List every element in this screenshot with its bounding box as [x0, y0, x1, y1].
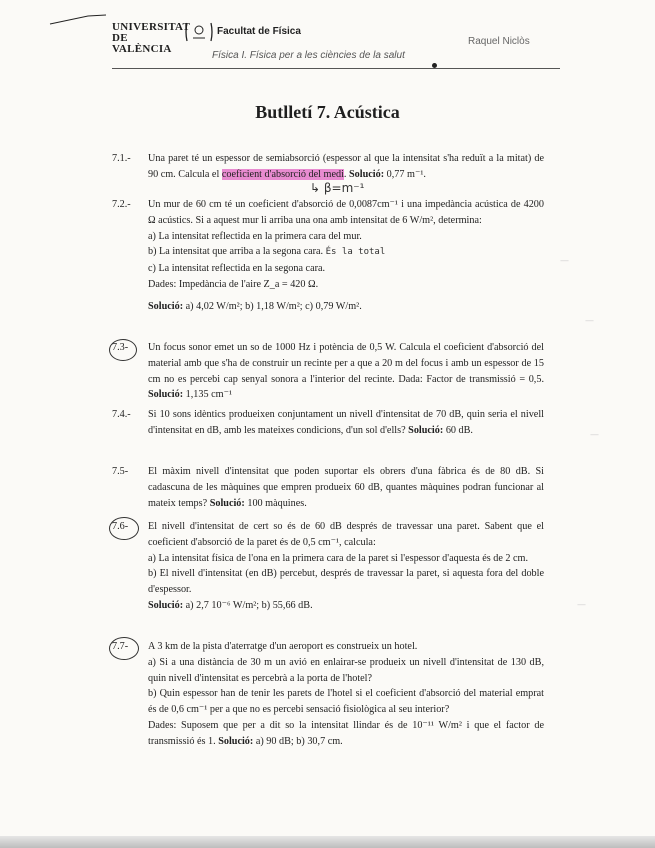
course-subtitle: Física I. Física per a les ciències de la salut [212, 50, 405, 61]
problem-7-3 [112, 340, 544, 403]
solution: Solució: a) 4,02 W/m²; b) 1,18 W/m²; c) 0,79 W/m². [148, 300, 362, 312]
problem-7-6 [112, 519, 544, 614]
problem-7-4 [112, 407, 544, 439]
problem-number: 7.4.- [112, 409, 131, 420]
bleed-through-mark: — [560, 256, 569, 266]
author-name: Raquel Niclòs [468, 36, 530, 47]
problem-number: 7.2.- [112, 199, 131, 210]
item-a: a) La intensitat reflectida en la primera cara del mur. [148, 230, 362, 242]
item-b: b) La intensitat que arriba a la segona cara. És la total [148, 246, 386, 258]
data-line: Dades: Impedància de l'aire Z_a = 420 Ω. [148, 278, 319, 290]
page-title: Butlletí 7. Acústica [255, 102, 400, 122]
problem-number: 7.3- [112, 342, 129, 353]
solution: 100 màquines. [247, 497, 307, 509]
problem-number: 7.1.- [112, 153, 131, 164]
solution: a) 90 dB; b) 30,7 cm. [255, 735, 343, 747]
solution: 1,135 cm⁻¹ [185, 389, 233, 401]
solution: 60 dB. [445, 424, 473, 436]
item-b: b) El nivell d'intensitat (en dB) percebut, després de travessar la paret, si aquesta fora del doble d'espessor. [148, 568, 544, 596]
problem-text: Un focus sonor emet un so de 1000 Hz i potència de 0,5 W. Calcula el coeficient d'absorció del material amb que s'ha de construir un recinte per a que a 20 m del focus i amb un espessor de 15 cm no es percebi cap senyal sonora a l'interior del recinte. Dada: Factor de transmissió = 0,5. Solució: 1,135 cm⁻¹ [148, 342, 544, 401]
item-a: a) La intensitat física de l'ona en la primera cara de la paret si l'espessor d'aquesta és de 2 cm. [148, 552, 529, 564]
item-c: c) La intensitat reflectida en la segona cara. [148, 263, 326, 275]
item-a: a) Si a una distància de 30 m un avió en enlairar-se produeix un nivell d'intensitat de 130 dB, quin nivell d'intensitat es percebrà a la porta de l'hotel? [148, 656, 544, 684]
problem-number: 7.7- [112, 641, 129, 652]
problem-number: 7.5- [112, 466, 129, 477]
solution: Solució: a) 2,7 10⁻⁶ W/m²; b) 55,66 dB. [148, 599, 313, 611]
university-seal-icon [184, 20, 214, 44]
page-header [0, 0, 655, 80]
problem-text: El nivell d'intensitat de cert so és de 60 dB després de travessar una paret. Sabent que el coeficient d'absorció de la paret és de 0,5 cm⁻¹, calcula: [148, 521, 544, 548]
problem-7-7 [112, 639, 544, 750]
bleed-through-mark: — [585, 316, 594, 326]
problem-7-2 [112, 197, 544, 315]
handwritten-note-beta: ↳ β=m⁻¹ [310, 181, 365, 195]
pen-mark [48, 12, 108, 26]
problem-text: Un mur de 60 cm té un coeficient d'absorció de 0,0087cm⁻¹ i una impedància acústica de 4200 Ω acústics. Si a aquest mur li arriba una ona amb intensitat de 6 W/m², determina: [148, 199, 544, 226]
problem-7-1 [112, 151, 544, 183]
handwritten-note: És la total [325, 247, 386, 258]
data-line: Dades: Suposem que per a dit so la intensitat llindar és de 10⁻¹¹ W/m² i que el factor de transmissió és 1. Solució: a) 90 dB; b) 30,7 cm. [148, 719, 544, 747]
problem-text: El màxim nivell d'intensitat que poden suportar els obrers d'una fàbrica és de 80 dB. Si cadascuna de les màquines que empren produeix 60 dB, quantes màquines podran funcionar al mateix temps? Solució: 100 màquines. [148, 466, 544, 509]
problem-text: Si 10 sons idèntics produeixen conjuntament un nivell d'intensitat de 70 dB, quin seria el nivell d'intensitat en dB, amb les mateixes condicions, d'un sol d'ells? Solució: 60 dB. [148, 409, 544, 436]
problem-7-5 [112, 464, 544, 511]
header-rule [112, 68, 560, 69]
bleed-through-mark: — [590, 430, 599, 440]
item-b: b) Quin espessor han de tenir les parets de l'hotel si el coeficient d'absorció del material emprat és de 0,6 cm⁻¹ per a que no es percebi sensació fisiològica al seu interior? [148, 688, 544, 716]
bleed-through-mark: — [577, 600, 586, 610]
bottom-edge [0, 836, 655, 848]
solution: 0,77 m⁻¹. [386, 168, 426, 180]
university-logo-text: UNIVERSITAT DE VALÈNCIA [112, 21, 190, 55]
highlighted-term: coeficient d'absorció del medi [221, 168, 344, 180]
problem-text: Una paret té un espessor de semiabsorció (espessor al que la intensitat s'ha reduït a la mitat) de 90 cm. Calcula el coeficient d'absorció del medi. Solució: 0,77 m⁻¹. [148, 153, 544, 180]
problem-number: 7.6- [112, 521, 129, 532]
faculty-name: Facultat de Física [217, 26, 301, 37]
problem-text: A 3 km de la pista d'aterratge d'un aeroport es construeix un hotel. [148, 641, 418, 652]
